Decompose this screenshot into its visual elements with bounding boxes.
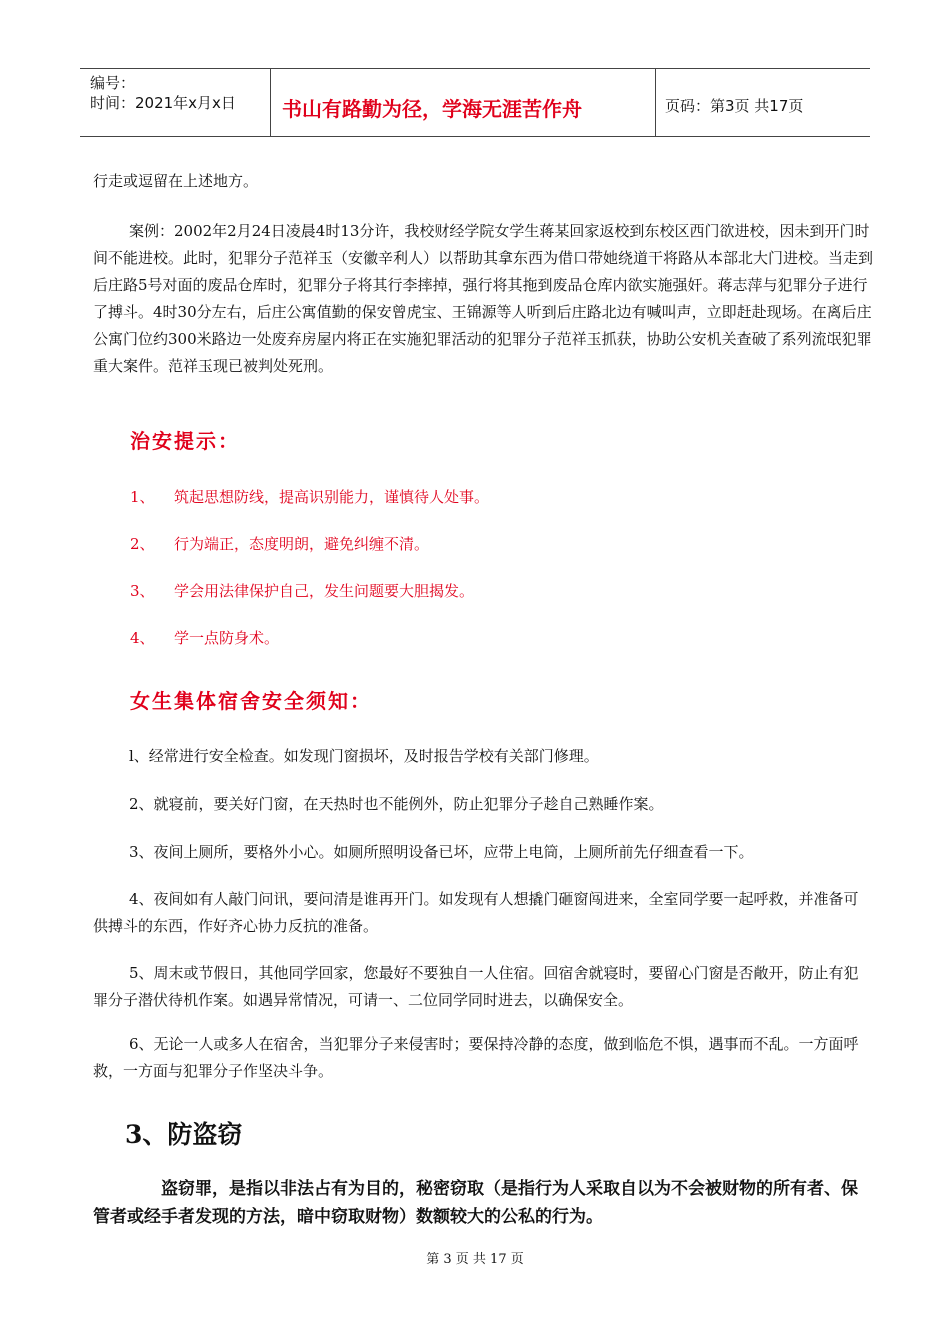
tip-item bbox=[130, 533, 429, 554]
tip-number: 1、 bbox=[130, 488, 155, 506]
tip-number: 2、 bbox=[130, 535, 155, 553]
tip-number: 3、 bbox=[130, 582, 155, 600]
header-bottom-rule bbox=[80, 136, 870, 137]
dorm-rule: 3、夜间上厕所，要格外小心。如厕所照明设备已坏，应带上电筒，上厕所前先仔细查看一下。 bbox=[129, 843, 754, 861]
dorm-rule: 5、周末或节假日，其他同学回家，您最好不要独自一人住宿。回宿舍就寝时，要留心门窗是否敞开，防止有犯罪分子潜伏待机作案。如遇异常情况，可请一、二位同学同时进去，以确保安全。 bbox=[93, 964, 859, 1009]
section-title: 3、防盗窃 bbox=[125, 1120, 243, 1149]
tip-item bbox=[130, 627, 279, 648]
header-page-info: 页码：第3页 共17页 bbox=[665, 97, 804, 115]
header-top-rule bbox=[80, 68, 870, 69]
dorm-safety-heading: 女生集体宿舍安全须知： bbox=[130, 689, 372, 713]
page-footer: 第 3 页 共 17 页 bbox=[426, 1252, 524, 1267]
continuation-text: 行走或逗留在上述地方。 bbox=[93, 172, 259, 190]
tip-item bbox=[130, 580, 474, 601]
security-tips-heading: 治安提示： bbox=[130, 429, 240, 453]
tip-item bbox=[130, 486, 489, 507]
header-number-label: 编号： bbox=[90, 74, 136, 92]
header-motto: 书山有路勤为径，学海无涯苦作舟 bbox=[282, 97, 582, 121]
tip-text: 行为端正，态度明朗，避免纠缠不清。 bbox=[174, 535, 430, 553]
header-date: 时间：2021年x月x日 bbox=[90, 94, 236, 112]
header-divider-1 bbox=[270, 68, 271, 136]
dorm-rule: 2、就寝前，要关好门窗，在天热时也不能例外，防止犯罪分子趁自己熟睡作案。 bbox=[129, 795, 664, 813]
header-divider-2 bbox=[655, 68, 656, 136]
theft-definition: 盗窃罪，是指以非法占有为目的，秘密窃取（是指行为人采取自以为不会被财物的所有者、保管者或经手者发现的方法，暗中窃取财物）数额较大的公私的行为。 bbox=[93, 1179, 858, 1227]
dorm-rule: l、经常进行安全检查。如发现门窗损坏，及时报告学校有关部门修理。 bbox=[129, 747, 599, 765]
dorm-rule: 4、夜间如有人敲门问讯，要问清是谁再开门。如发现有人想撬门砸窗闯进来，全室同学要一起呼救，并准备可供搏斗的东西，作好齐心协力反抗的准备。 bbox=[93, 890, 859, 935]
dorm-rule: 6、无论一人或多人在宿舍，当犯罪分子来侵害时；要保持冷静的态度，做到临危不惧，遇事而不乱。一方面呼救，一方面与犯罪分子作坚决斗争。 bbox=[93, 1035, 859, 1080]
tip-number: 4、 bbox=[130, 629, 155, 647]
tip-text: 筑起思想防线，提高识别能力，谨慎待人处事。 bbox=[174, 488, 490, 506]
tip-text: 学会用法律保护自己，发生问题要大胆揭发。 bbox=[174, 582, 475, 600]
case-paragraph: 案例：2002年2月24日凌晨4时13分许，我校财经学院女学生蒋某回家返校到东校区西门欲进校，因未到开门时间不能进校。此时，犯罪分子范祥玉（安徽辛利人）以帮助其拿东西为借口带她绕道干将路从本部北大门进校。当走到后庄路5号对面的废品仓库时，犯罪分子将其行李摔掉，强行将其拖到废品仓库内欲实施强奸。蒋志萍与犯罪分子进行了搏斗。4时30分左右，后庄公寓值勤的保安曾虎宝、王锦源等人听到后庄路北边有喊叫声，立即赶赴现场。在离后庄公寓门位约300米路边一处废弃房屋内将正在实施犯罪活动的犯罪分子范祥玉抓获，协助公安机关查破了系列流氓犯罪重大案件。范祥玉现已被判处死刑。 bbox=[93, 222, 874, 375]
tip-text: 学一点防身术。 bbox=[174, 629, 280, 647]
